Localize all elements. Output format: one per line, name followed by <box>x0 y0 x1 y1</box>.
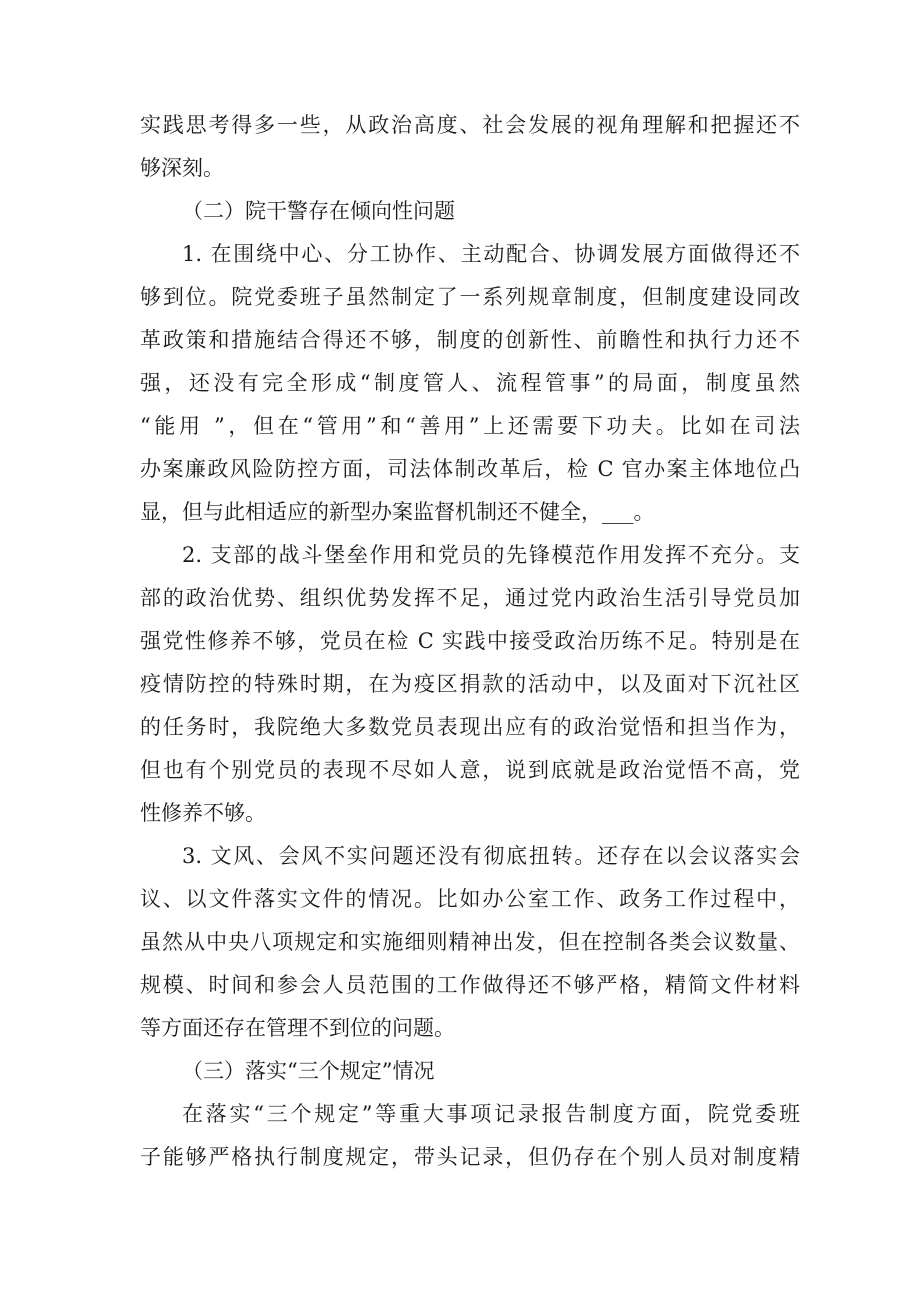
text-line: 疫情防控的特殊时期，在为疫区捐款的活动中，以及面对下沉社区 <box>140 672 800 696</box>
text-line: 强党性修养不够，党员在检 C 实践中接受政治历练不足。特别是在 <box>140 629 800 653</box>
text-line: 议、以文件落实文件的情况。比如办公室工作、政务工作过程中， <box>140 887 800 911</box>
text-line: 部的政治优势、组织优势发挥不足，通过党内政治生活引导党员加 <box>140 586 800 610</box>
text-line: 3. 文风、会风不实问题还没有彻底扭转。还存在以会议落实会 <box>182 844 800 868</box>
text-line: 显，但与此相适应的新型办案监督机制还不健全，___。 <box>140 500 655 524</box>
text-line: 性修养不够。 <box>140 801 266 825</box>
text-line: 1. 在围绕中心、分工协作、主动配合、协调发展方面做得还不 <box>182 242 800 266</box>
text-line: 2. 支部的战斗堡垒作用和党员的先锋模范作用发挥不充分。支 <box>182 543 800 567</box>
section-heading: （二）院干警存在倾向性问题 <box>182 199 455 223</box>
text-line: 但也有个别党员的表现不尽如人意，说到底就是政治觉悟不高，党 <box>140 758 800 782</box>
document-body <box>140 104 800 1179</box>
text-line: 办案廉政风险防控方面，司法体制改革后，检 C 官办案主体地位凸 <box>140 457 800 481</box>
text-line: 规模、时间和参会人员范围的工作做得还不够严格，精简文件材料 <box>140 973 800 997</box>
text-line: 强，还没有完全形成“制度管人、流程管事”的局面，制度虽然 <box>140 371 800 395</box>
text-line: 革政策和措施结合得还不够，制度的创新性、前瞻性和执行力还不 <box>140 328 800 352</box>
text-line: 实践思考得多一些，从政治高度、社会发展的视角理解和把握还不 <box>140 113 800 137</box>
text-line: 子能够严格执行制度规定，带头记录，但仍存在个别人员对制度精 <box>140 1145 800 1169</box>
text-line: 等方面还存在管理不到位的问题。 <box>140 1016 455 1040</box>
text-line: “能用 ”，但在“管用”和“善用”上还需要下功夫。比如在司法 <box>140 414 800 438</box>
text-line: 够深刻。 <box>140 156 224 180</box>
text-line: 在落实“三个规定”等重大事项记录报告制度方面，院党委班 <box>182 1102 800 1126</box>
text-line: 的任务时，我院绝大多数党员表现出应有的政治觉悟和担当作为， <box>140 715 800 739</box>
text-line: 虽然从中央八项规定和实施细则精神出发，但在控制各类会议数量、 <box>140 930 800 954</box>
text-line: 够到位。院党委班子虽然制定了一系列规章制度，但制度建设同改 <box>140 285 800 309</box>
section-heading: （三）落实“三个规定”情况 <box>182 1059 435 1083</box>
